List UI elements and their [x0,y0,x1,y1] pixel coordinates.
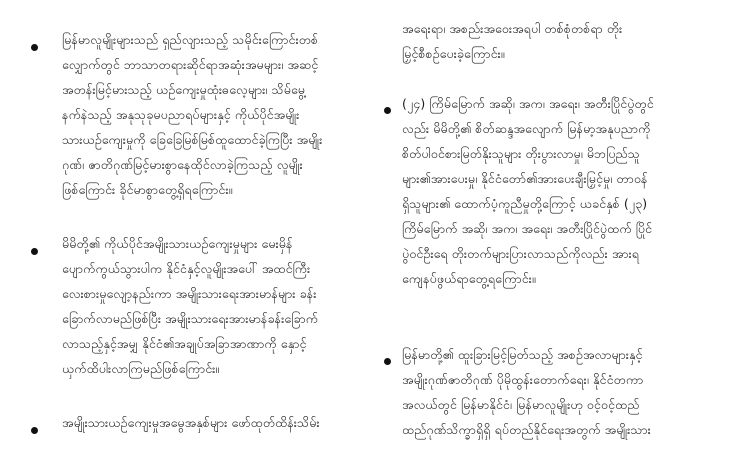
paragraph-line: လည်း မိမိတို့၏ စိတ်ဆန္ဒအလျောက် မြန်မာ့အနုပညာကို [402,121,651,136]
paragraph-line: ယှက်ထိပါးလာကြမည်ဖြစ်ကြောင်း။ [62,361,220,376]
bullet-icon [31,248,38,255]
paragraph-line: ရှိသူများ၏ ထောက်ပံ့ကူညီမှုတို့ကြောင့် ယခင်နှစ် (၂၃) [402,196,648,211]
paragraph-line: လေးစားမှုလျော့နည်းကာ အမျိုးသားရေးအားမာန်များ ခန်း [62,286,317,301]
paragraph-line: လျှောက်တွင် ဘာသာတရားဆိုင်ရာအဆုံးအမများ၊ အဆင့် [62,57,319,72]
paragraph-line: ကျေနပ်ဖွယ်ရာတွေ့ရကြောင်း။ [402,271,536,286]
paragraph-line: နက်နဲသည့် အနုသုခုမပညာရပ်များနှင့် ကိုယ်ပိုင်အမျိုး [62,107,300,122]
paragraph-line: အမျိုးဂုဏ်ဇာတိဂုဏ် ပိုမိုထွန်းတောက်ရေး၊ နိုင်ငံတကာ [402,372,644,387]
paragraph-line: မိမိတို့၏ ကိုယ်ပိုင်အမျိုးသားယဉ်ကျေးမှုများ မေးမှိန် [62,236,293,251]
paragraph-line: များ၏အားပေးမှု၊ နိုင်ငံတော်၏အားပေးချီးမြှင့်မှု၊ တာဝန် [402,171,648,186]
paragraph-line: (၂၄) ကြိမ်မြောက် အဆို၊ အက၊ အရေး၊ အတီးပြိုင်ပွဲတွင် [402,96,654,111]
paragraph-line: အရေးရာ၊ အစည်းအဝေးအရပါ တစ်စုံတစ်ရာ တိုး [402,21,623,36]
paragraph-line: ထည်ဂုဏ်သိက္ခာရှိရှိ ရပ်တည်နိုင်ရေးအတွက် အမျိုးသား [402,422,651,437]
paragraph-line: ဖြစ်ကြောင်း ခိုင်မာစွာတွေ့ရှိရကြောင်း။ [62,182,233,197]
bullet-icon [384,358,391,365]
paragraph-line: အတန်းမြင့်မားသည့် ယဉ်ကျေးမှုထုံးဓလေ့များ၊ သိမ်မွေ့ [62,82,305,97]
paragraph-line: စိတ်ပါဝင်စားမြတ်နိုးသူများ တိုးပွားလာမှု၊ မိဘပြည်သူ [402,146,640,161]
paragraph-line: ပျောက်ကွယ်သွားပါက နိုင်ငံနှင့်လူမျိုးအပေါ် အထင်ကြီး [62,261,311,276]
paragraph-line: သားယဉ်ကျေးမှုကို ခြေခြေမြစ်မြစ်ထူထောင်ခဲ့ကြပြီး အမျိုး [62,132,323,147]
paragraph-line: အလယ်တွင် မြန်မာနိုင်ငံ၊ မြန်မာလူမျိုးဟု ဝင့်ဝင့်ထည် [402,397,640,412]
bullet-icon [31,427,38,434]
paragraph-line: ပွဲဝင်ဦးရေ တိုးတက်များပြားလာသည်ကိုလည်း အားရ [402,246,640,261]
paragraph-line: မြန်မာတို့၏ ထူးခြားမြင့်မြတ်သည့် အစဉ်အလာများနှင့် [402,347,643,362]
paragraph-line: မြန်မာလူမျိုးများသည် ရှည်လျားသည့် သမိုင်းကြောင်းတစ် [62,32,319,47]
paragraph-line: အမျိုးသားယဉ်ကျေးမှုအမွေအနှစ်များ ဖော်ထုတ်ထိန်းသိမ်း [62,415,320,430]
paragraph-line: မြှင့်စီစဉ်ပေးခဲ့ကြောင်း။ [402,46,505,61]
paragraph-line: လာသည့်နှင့်အမျှ နိုင်ငံ၏အချုပ်အခြာအာဏာကို နှောင့် [62,336,307,351]
bullet-icon [384,107,391,114]
paragraph-line: ခြောက်လာမည်ဖြစ်ပြီး အမျိုးသားရေးအားမာန်ခန်းခြောက် [62,311,319,326]
paragraph-line: ဂုဏ်၊ ဇာတိဂုဏ်မြင့်မားစွာနေထိုင်လာခဲ့ကြသည့် လူမျိုး [62,157,303,172]
paragraph-line: ကြိမ်မြောက် အဆို၊ အက၊ အရေး၊ အတီးပြိုင်ပွဲထက် ပြိုင် [402,221,653,236]
bullet-icon [31,44,38,51]
